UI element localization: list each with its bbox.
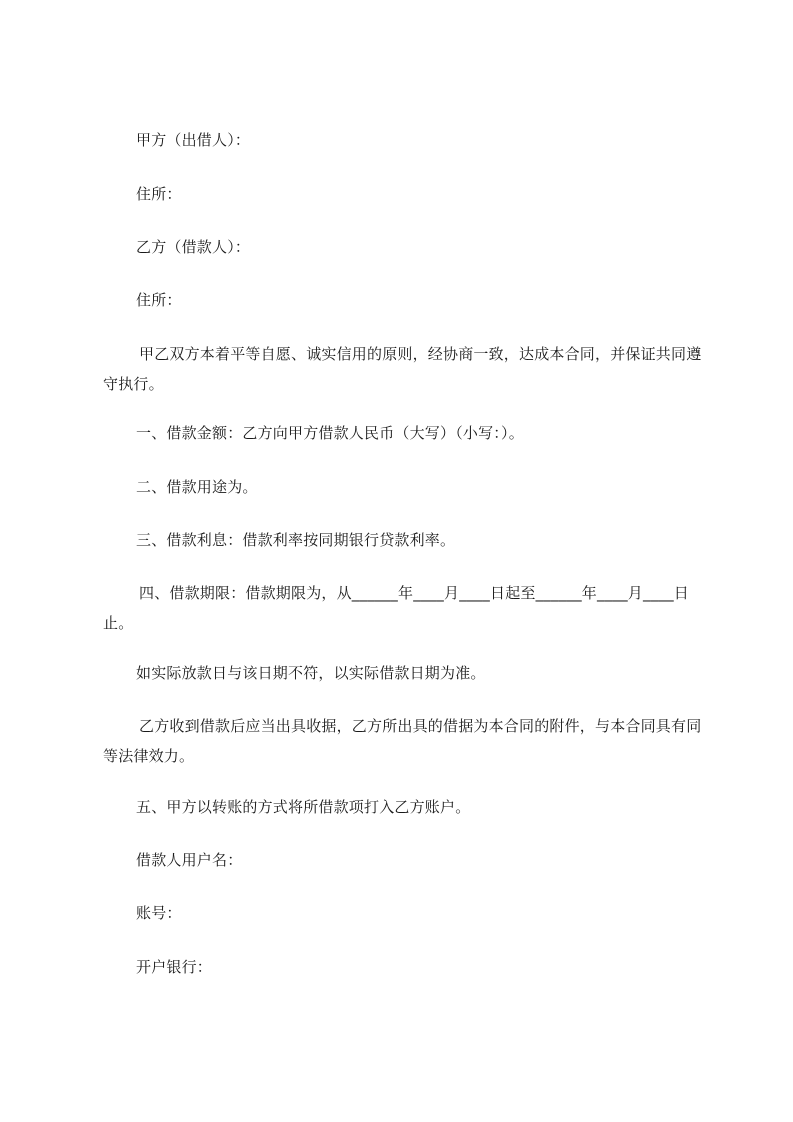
- borrower-address-line: 住所：: [136, 291, 182, 309]
- borrower-account-name-line: 借款人用户名：: [136, 851, 243, 869]
- lender-address-line: 住所：: [136, 185, 182, 203]
- clause-loan-interest: 三、借款利息：借款利率按同期银行贷款利率。: [136, 531, 456, 549]
- bank-line: 开户银行：: [136, 958, 213, 976]
- clause-receipt: 乙方收到借款后应当出具收据，乙方所出具的借据为本合同的附件，与本合同具有同等法律效力。: [103, 717, 702, 765]
- account-number-line: 账号：: [136, 904, 182, 922]
- clause-loan-term: 四、借款期限：借款期限为，从______年____月____日起至______年____月____日止。: [103, 584, 690, 632]
- lender-name-line: 甲方（出借人）：: [136, 131, 251, 149]
- clause-loan-amount: 一、借款金额：乙方向甲方借款人民币（大写）（小写：）。: [136, 424, 524, 442]
- clause-transfer: 五、甲方以转账的方式将所借款项打入乙方账户。: [136, 798, 471, 816]
- clause-loan-purpose: 二、借款用途为。: [136, 478, 258, 496]
- borrower-name-line: 乙方（借款人）：: [136, 238, 251, 256]
- clause-actual-date-note: 如实际放款日与该日期不符，以实际借款日期为准。: [136, 664, 486, 682]
- contract-preamble: 甲乙双方本着平等自愿、诚实信用的原则，经协商一致，达成本合同，并保证共同遵守执行。: [103, 345, 702, 393]
